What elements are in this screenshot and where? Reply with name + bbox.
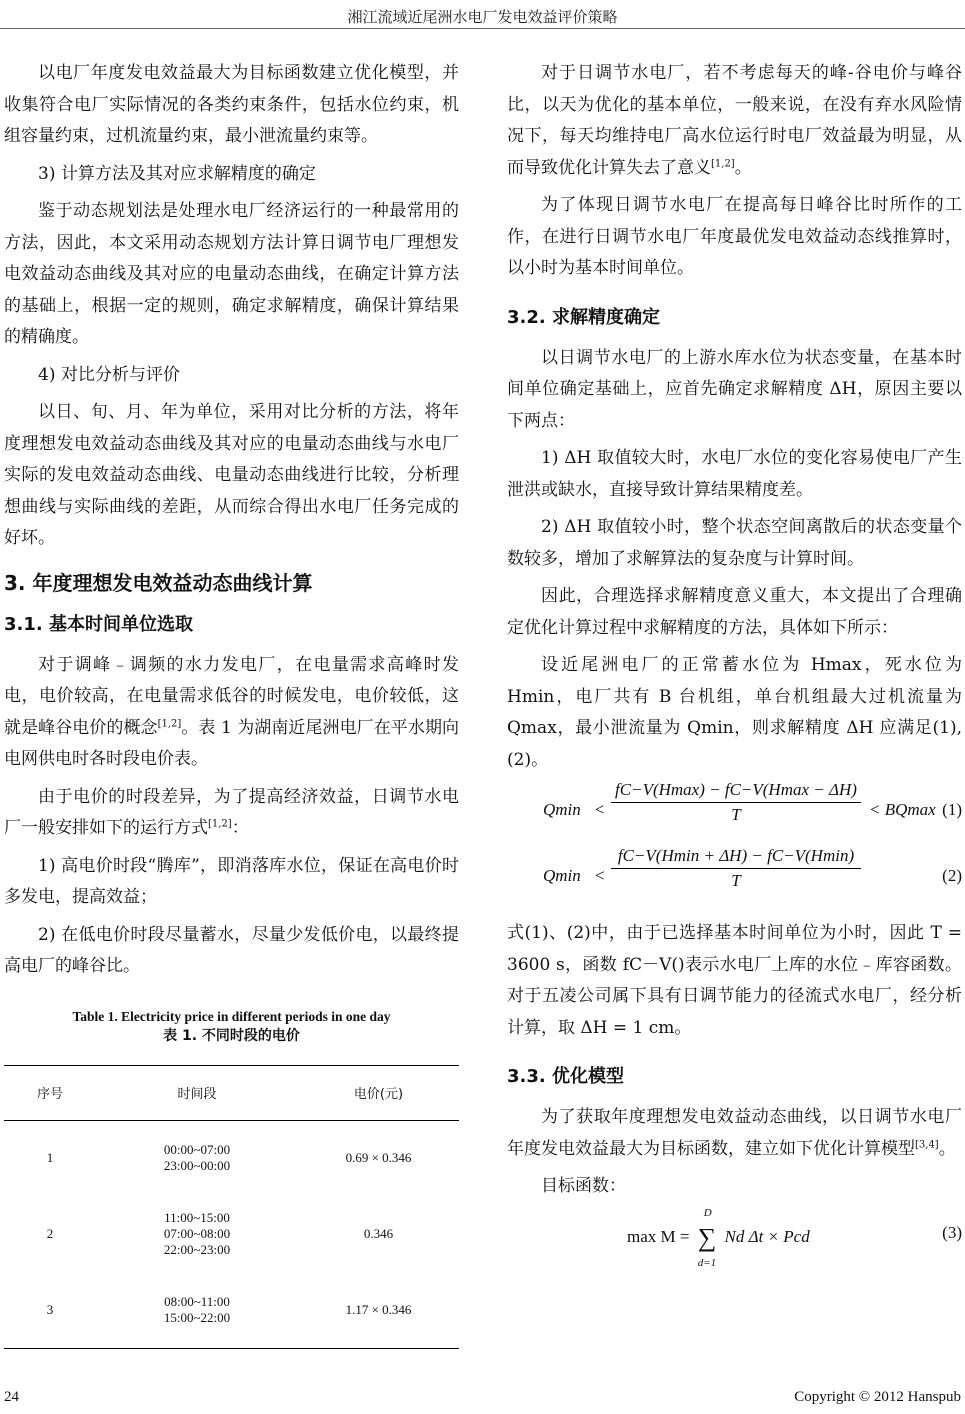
subsection-heading: 3.3. 优化模型 <box>507 1066 624 1087</box>
subsection-heading: 3.1. 基本时间单位选取 <box>4 613 193 635</box>
price-table <box>4 1065 459 1349</box>
paragraph: 以日、旬、月、年为单位，采用对比分析的方法，将年度理想发电效益动态曲线及其对应的电量动态曲线与水电厂实际的发电效益动态曲线、电量动态曲线进行比较，分析理想曲线与实际曲线的差距，从而综合得出水电厂任务完成的好坏。 <box>4 402 459 548</box>
subsection-heading: 3.2. 求解精度确定 <box>507 306 660 328</box>
table-cell: 1.17 × 0.346 <box>298 1272 459 1348</box>
sum-symbol: ∑ D d=1 <box>697 1206 717 1269</box>
eq-denominator: T <box>731 871 741 890</box>
page-number: 24 <box>4 1389 19 1405</box>
paragraph: 目标函数： <box>541 1176 626 1196</box>
paragraph: 对于调峰﹣调频的水力发电厂，在电量需求高峰时发电，电价较高，在电量需求低谷的时候发电，电价较低，这就是峰谷电价的概念[1,2]。表 1 为湖南近尾洲电厂在平水期向电网供电时各时段电价表。 <box>4 654 460 769</box>
table-header: 序号 <box>4 1065 96 1120</box>
table-row <box>4 1272 459 1348</box>
eq-text: max M = <box>627 1226 690 1246</box>
table-caption <box>4 1009 459 1045</box>
paragraph: 鉴于动态规划法是处理水电厂经济运行的一种最常用的方法，因此，本文采用动态规划方法计算日调节电厂理想发电效益动态曲线及其对应的电量动态曲线，在确定计算方法的基础上，根据一定的规则，确定求解精度，确保计算结果的精确度。 <box>4 201 459 347</box>
table-header: 时间段 <box>96 1065 298 1120</box>
eq-lhs: Qmin <box>543 866 581 885</box>
left-column <box>4 58 459 1349</box>
eq-fraction <box>611 846 861 891</box>
running-header: 湘江流域近尾洲水电厂发电效益评价策略 <box>347 8 618 26</box>
table-row <box>4 1196 459 1272</box>
table-cell: 3 <box>4 1272 96 1348</box>
eq-denominator: T <box>731 805 741 824</box>
table-cell: 0.69 × 0.346 <box>345 1150 412 1166</box>
eq-text: Nd Δt × Pcd <box>724 1226 810 1246</box>
list-item: 2) ΔH 取值较小时，整个状态空间离散后的状态变量个数较多，增加了求解算法的复杂度与计算时间。 <box>507 517 962 569</box>
right-column <box>507 58 962 1273</box>
sum-lower: d=1 <box>697 1256 717 1269</box>
table-caption-en: Table 1. Electricity price in different periods in one day <box>72 1008 391 1024</box>
eq-operator: < <box>595 866 605 885</box>
paragraph: 设近尾洲电厂的正常蓄水位为 Hmax，死水位为 Hmin，电厂共有 B 台机组，单台机组最大过机流量为 Qmax，最小泄流量为 Qmin，则求解精度 ΔH 应满足(1), (2)。 <box>507 655 962 770</box>
equation-number: (3) <box>942 1222 962 1242</box>
equation-2 <box>507 846 962 908</box>
table-cell: 0.346 <box>363 1226 394 1241</box>
paragraph: 对于日调节水电厂，若不考虑每天的峰-谷电价与峰谷比，以天为优化的基本单位，一般来说，在没有弃水风险情况下，每天均维持电厂高水位运行时电厂效益最为明显，从而导致优化计算失去了意义[1,2]。 <box>507 63 962 178</box>
list-item: 1) 高电价时段“腾库”，即消落库水位，保证在高电价时多发电，提高效益； <box>4 855 459 907</box>
table-cell: 08:00~11:00 15:00~22:00 <box>96 1272 298 1348</box>
table-row <box>4 1120 459 1196</box>
list-item: 1) ΔH 取值较大时，水电厂水位的变化容易使电厂产生泄洪或缺水，直接导致计算结果精度差。 <box>507 448 962 500</box>
eq-rhs: < BQmax <box>869 800 936 819</box>
citation: [1,2] <box>208 818 232 830</box>
citation: [1,2] <box>711 157 735 169</box>
paragraph: 为了体现日调节水电厂在提高每日峰谷比时所作的工作，在进行日调节水电厂年度最优发电效益动态线推算时，以小时为基本时间单位。 <box>507 195 962 278</box>
eq-fraction <box>611 780 861 825</box>
eq-lhs: Qmin <box>543 800 581 819</box>
paragraph: 由于电价的时段差异，为了提高经济效益，日调节水电厂一般安排如下的运行方式[1,2]： <box>4 786 459 838</box>
table-cell: 00:00~07:00 23:00~00:00 <box>163 1142 231 1174</box>
table-cell: 1 <box>46 1150 54 1166</box>
paragraph: 以电厂年度发电效益最大为目标函数建立优化模型，并收集符合电厂实际情况的各类约束条件，包括水位约束，机组容量约束，过机流量约束，最小泄流量约束等。 <box>4 63 459 146</box>
list-item: 3) 计算方法及其对应求解精度的确定 <box>38 163 316 184</box>
section-heading: 3. 年度理想发电效益动态曲线计算 <box>4 570 313 595</box>
equation-3 <box>507 1203 962 1273</box>
table-cell: 11:00~15:00 07:00~08:00 22:00~23:00 <box>163 1210 231 1257</box>
eq-numerator: fC−V(Hmax) − fC−V(Hmax − ΔH) <box>611 780 861 803</box>
table-cell: 2 <box>46 1226 54 1241</box>
eq-numerator: fC−V(Hmin + ΔH) − fC−V(Hmin) <box>611 846 861 869</box>
eq-operator: < <box>595 800 605 819</box>
paragraph: 式(1)、(2)中，由于已选择基本时间单位为小时，因此 T = 3600 s，函数 fC－V()表示水电厂上库的水位﹣库容函数。对于五凌公司属下具有日调节能力的径流式水电厂，经分析计算，取 ΔH = 1 cm。 <box>507 923 962 1038</box>
equation-number: (2) <box>942 866 962 885</box>
list-item: 4) 对比分析与评价 <box>38 364 180 385</box>
paragraph: 因此，合理选择求解精度意义重大，本文提出了合理确定优化计算过程中求解精度的方法，具体如下所示： <box>507 586 962 638</box>
equation-number: (1) <box>942 800 962 819</box>
sum-upper: D <box>703 1206 712 1219</box>
paragraph: 以日调节水电厂的上游水库水位为状态变量，在基本时间单位确定基础上，应首先确定求解精度 ΔH，原因主要以下两点： <box>507 347 962 431</box>
equation-1 <box>507 780 962 842</box>
table-header: 电价(元) <box>298 1065 459 1120</box>
copyright: Copyright © 2012 Hanspub <box>794 1389 961 1405</box>
paragraph: 为了获取年度理想发电效益动态曲线，以日调节水电厂年度发电效益最大为目标函数，建立如下优化计算模型[3,4]。 <box>507 1107 962 1159</box>
citation: [1,2] <box>157 717 182 729</box>
header-rule <box>0 28 965 29</box>
table-caption-zh: 表 1. 不同时段的电价 <box>163 1027 300 1044</box>
list-item: 2) 在低电价时段尽量蓄水，尽量少发低价电，以最终提高电厂的峰谷比。 <box>4 924 459 976</box>
citation: [3,4] <box>915 1138 939 1150</box>
